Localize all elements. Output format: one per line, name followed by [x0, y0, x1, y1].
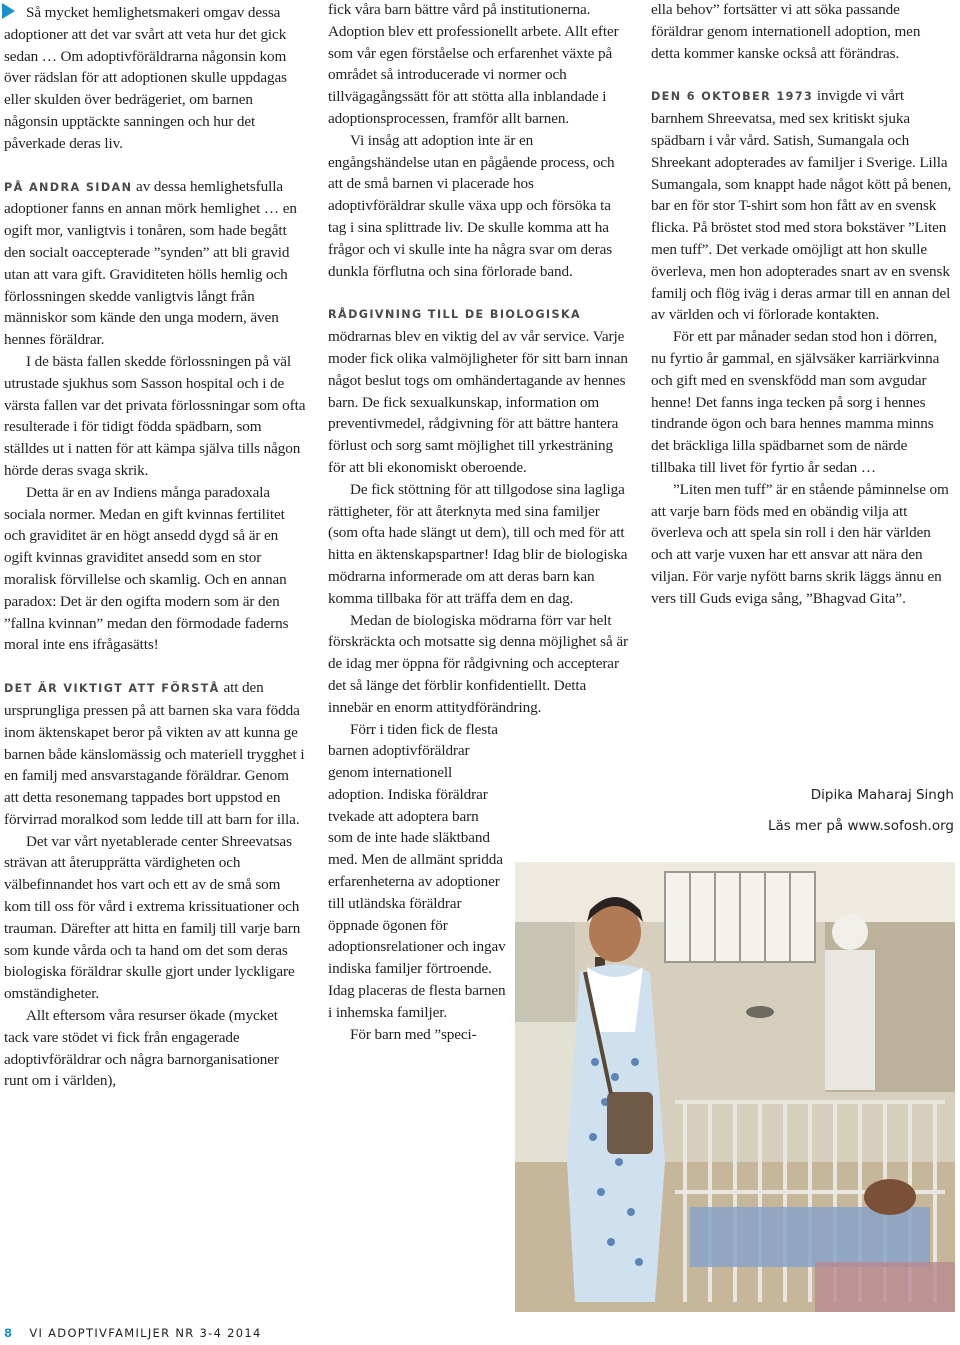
paragraph: Förr i tiden fick de flesta barnen adoptivföräldrar genom internationell adoption. Indiska föräldrar tvekade att adoptera barn som de inte hade släktband med. Men de allmänt spridda erfarenheterna av adoptioner till utländska föräldrar öppnade ögonen för adoptionsrelationer och ingav indiska familjer förtroende. Idag placeras de flesta barnen i inhemska familjer. — [328, 720, 506, 1021]
paragraph: För ett par månader sedan stod hon i dörren, nu fyrtio år gammal, en självsäker karriärkvinna och gift med en svenskfödd man som avgudar henne! Det fanns inga tecken på sorg i hennes tindrande ögon och bara hennes mamma minns det bräckliga lilla spädbarnet som de närde tillbaka till livet för fyrtio år sedan … — [651, 328, 940, 476]
lead-in: PÅ ANDRA SIDAN — [4, 180, 133, 194]
page-number: 8 — [4, 1326, 14, 1340]
paragraph: ella behov” fortsätter vi att söka passande föräldrar genom internationell adoption, men detta kommer kanske också att förändras. — [651, 1, 921, 62]
paragraph: PÅ ANDRA SIDAN av dessa hemlighetsfulla adoptioner fanns en annan mörk hemlighet … en ogift mor, vanligtvis i tonåren, som hade begått den socialt oaccepterade ”synden” att bli gravid utan att vara gift. Graviditeten hölls hemlig och förlossningen skedde vanligtvis långt från människor som kände den unga modern, även hennes föräldrar. — [4, 177, 297, 349]
paragraph: Det var vårt nyetablerade center Shreevatsas strävan att återupprätta värdigheten och välbefinnandet hos vart och ett av de små som kom till oss för vård i extrema krissituationer och trauman. Därefter att hitta en familj till varje barn som kunde vårda och ta hand om det som deras biologiska föräldrar skulle gjort under lyckligare omständigheter. — [4, 832, 301, 1003]
page-footer — [4, 1326, 262, 1340]
lead-in: DET ÄR VIKTIGT ATT FÖRSTÅ — [4, 682, 220, 696]
paragraph: Detta är en av Indiens många paradoxala sociala normer. Medan en gift kvinnas fertilitet och graviditet är en högt ansedd dygd så är en ogift kvinnas graviditet ansedd som en stor moralisk förvillelse och skamlig. Och en annan paradox: Det är den ogifta modern som är den ”fallna kvinnan” medan den förmodade faderns moral inte ens ifrågasätts! — [4, 483, 289, 654]
read-more-link[interactable]: Läs mer på www.sofosh.org — [767, 818, 954, 834]
paragraph: För barn med ”speci- — [350, 1025, 477, 1043]
magazine-issue: VI ADOPTIVFAMILJER NR 3-4 2014 — [29, 1326, 262, 1340]
paragraph: fick våra barn bättre vård på institutionerna. Adoption blev ett professionellt arbete. Allt efter som vår egen förståelse och erfarenhet växte på området så introducerade vi normer och tillvägagångssätt för att stötta alla inblandade i adoptionsprocessen, framför allt barnen. — [328, 1, 619, 127]
author-signature: Dipika Maharaj Singh — [810, 787, 954, 803]
paragraph: I de bästa fallen skedde förlossningen på väl utrustade sjukhus som Sasson hospital och i de värsta fallen var det privata förlossningar som ofta resulterade i för tidigt födda spädbarn, som ställdes ut i natten för att kämpa själva tills någon hörde deras svaga skrik. — [4, 352, 306, 479]
column-1 — [4, 2, 306, 1092]
paragraph: Medan de biologiska mödrarna förr var helt förskräckta och motsatte sig denna möjlighet så är de idag mer öppna för rådgivning och accepterar det så länge det förblir konfidentiellt. Detta innebär en enorm attitydförändring. — [328, 611, 628, 716]
paragraph: Allt eftersom våra resurser ökade (mycket tack vare stödet vi fick från engagerade adoptivföräldrar och några barnorganisationer runt om i världen), — [4, 1007, 279, 1090]
paragraph: ”Liten men tuff” är en stående påminnelse om att varje barn föds med en obändig vilja att överleva och att spela sin roll i den här världen och att varje vuxen har ett ansvar att nära den viljan. För varje nyfött barns skrik läggs ännu en vers till Guds eviga sång, ”Bhagvad Gita”. — [651, 480, 949, 607]
paragraph: Vi insåg att adoption inte är en engångshändelse utan en pågående process, och att de små barnen vi placerade hos adoptivföräldrar skulle växa upp och försöka ta tag i sina splittrade liv. De skulle komma att ha frågor och vi skulle inte ha några svar om deras dunkla förflutna och sina förlorade band. — [328, 131, 615, 280]
paragraph: DEN 6 OKTOBER 1973 invigde vi vårt barnhem Shreevatsa, med sex kritiskt sjuka spädbarn i vår vård. Satish, Sumangala och Shreekant adopterades av familjer i Sverige. Lilla Sumangala, som knappt hade något kött på benen, bar en för stor T-shirt som hon fått av en svensk flicka. På bröstet stod med stora bokstäver ”Liten men tuff”. Det verkade omöjligt att hon skulle överleva, men hon adopterades snart av en svensk familj och flög iväg i deras armar till en annan del av världen och vi förlorade kontakten. — [651, 87, 952, 324]
paragraph: DET ÄR VIKTIGT ATT FÖRSTÅ att den ursprungliga pressen på att barnen ska vara födda inom äktenskapet beror på vikten av att kunna ge barnen både känslomässig och materiell trygghet i en familj med ansvarstagande föräldrar. Genom att detta resonemang tappades bort uppstod en förvirrad moralkod som ledde till att barn for illa. — [4, 679, 305, 828]
photo-illustration — [515, 862, 955, 1312]
paragraph: RÅDGIVNING TILL DE BIOLOGISKA mödrarnas blev en viktig del av vår service. Varje moder fick olika valmöjligheter för sitt barn innan något beslut togs om omhändertagande av hennes barn. De fick sexualkunskap, information om preventivmedel, rådgivning för att bättre hantera förlust och sorg samt möjlighet till yrkesträning för att bli ekonomiskt oberoende. — [328, 308, 628, 476]
paragraph: Så mycket hemlighetsmakeri omgav dessa adoptioner att det var svårt att veta hur det gick sedan … Om adoptivföräldrarna någonsin kom över rädslan för att adoptionen skulle uppdagas eller skulden över bedrägeriet, om barnen någonsin upptäckte sanningen och hur det påverkade deras liv. — [4, 4, 287, 152]
paragraph: De fick stöttning för att tillgodose sina lagliga rättigheter, för att återknyta med sina familjer (som ofta hade slängt ut dem), till och med för att hitta en äktenskapspartner! Idag blir de biologiska mödrarna informerade om att deras barn kan komma tillbaka för att träffa dem en dag. — [328, 480, 628, 607]
column-3 — [651, 0, 953, 610]
lead-in: RÅDGIVNING TILL DE BIOLOGISKA — [328, 308, 582, 322]
article-photo — [515, 862, 955, 1312]
lead-in: DEN 6 OKTOBER 1973 — [651, 90, 814, 104]
